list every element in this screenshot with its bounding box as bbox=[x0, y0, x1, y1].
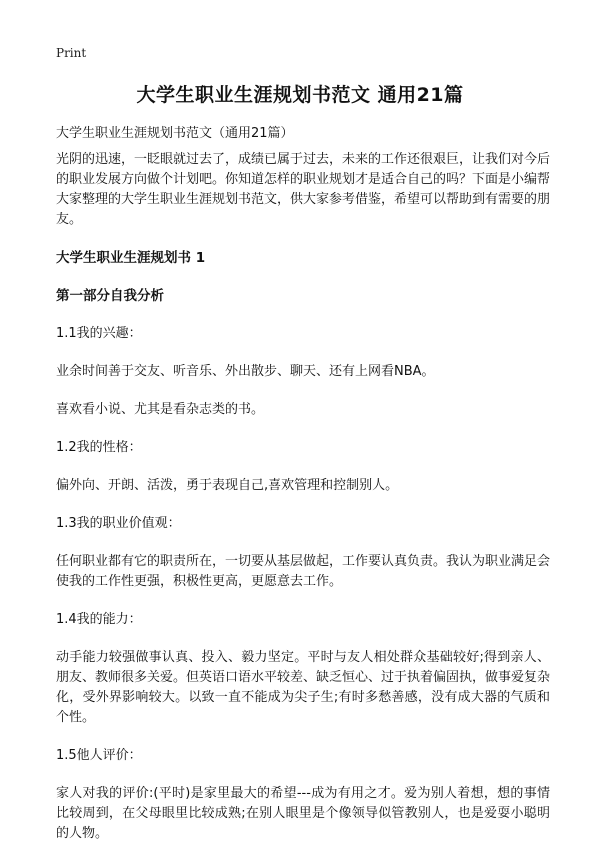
intro-paragraph: 光阴的迅速，一眨眼就过去了，成绩已属于过去，未来的工作还很艰巨，让我们对今后的职业发展方向做个计划吧。你知道怎样的职业规划才是适合自己的吗？下面是小编帮大家整理的大学生职业生涯规划书范文，供大家参考借鉴，希望可以帮助到有需要的朋友。 bbox=[56, 152, 551, 227]
ability-paragraph: 动手能力较强做事认真、投入、毅力坚定。平时与友人相处群众基础较好;得到亲人、朋友、教师很多关爱。但英语口语水平较差、缺乏恒心、过于执着偏固执，做事爱复杂化，受外界影响较大。以致一直不能成为尖子生;有时多愁善感，没有成大器的气质和个性。 bbox=[56, 650, 551, 725]
ability-heading: 1.4我的能力： bbox=[56, 612, 142, 627]
page-subtitle: 大学生职业生涯规划书范文（通用21篇） bbox=[56, 126, 294, 141]
interest-heading: 1.1我的兴趣： bbox=[56, 326, 142, 341]
evaluation-heading: 1.5他人评价： bbox=[56, 748, 142, 763]
interest-paragraph-2: 喜欢看小说、尤其是看杂志类的书。 bbox=[56, 402, 265, 417]
values-heading: 1.3我的职业价值观： bbox=[56, 516, 181, 531]
interest-paragraph-1: 业余时间善于交友、听音乐、外出散步、聊天、还有上网看NBA。 bbox=[56, 364, 435, 379]
personality-heading: 1.2我的性格： bbox=[56, 440, 142, 455]
document-body bbox=[56, 150, 550, 862]
part-heading: 第一部分自我分析 bbox=[56, 288, 164, 304]
section-heading: 大学生职业生涯规划书 1 bbox=[56, 250, 206, 266]
print-label: Print bbox=[56, 46, 87, 60]
evaluation-paragraph: 家人对我的评价:(平时)是家里最大的希望---成为有用之才。爱为别人着想，想的事情比较周到，在父母眼里比较成熟;在别人眼里是个像领导似管教别人，也是爱耍小聪明的人物。 bbox=[56, 786, 550, 841]
values-paragraph: 任何职业都有它的职责所在，一切要从基层做起，工作要认真负责。我认为职业满足会使我的工作性更强，积极性更高，更愿意去工作。 bbox=[56, 554, 551, 589]
personality-paragraph: 偏外向、开朗、活泼，勇于表现自己,喜欢管理和控制别人。 bbox=[56, 478, 399, 493]
page-title: 大学生职业生涯规划书范文 通用21篇 bbox=[136, 84, 464, 106]
